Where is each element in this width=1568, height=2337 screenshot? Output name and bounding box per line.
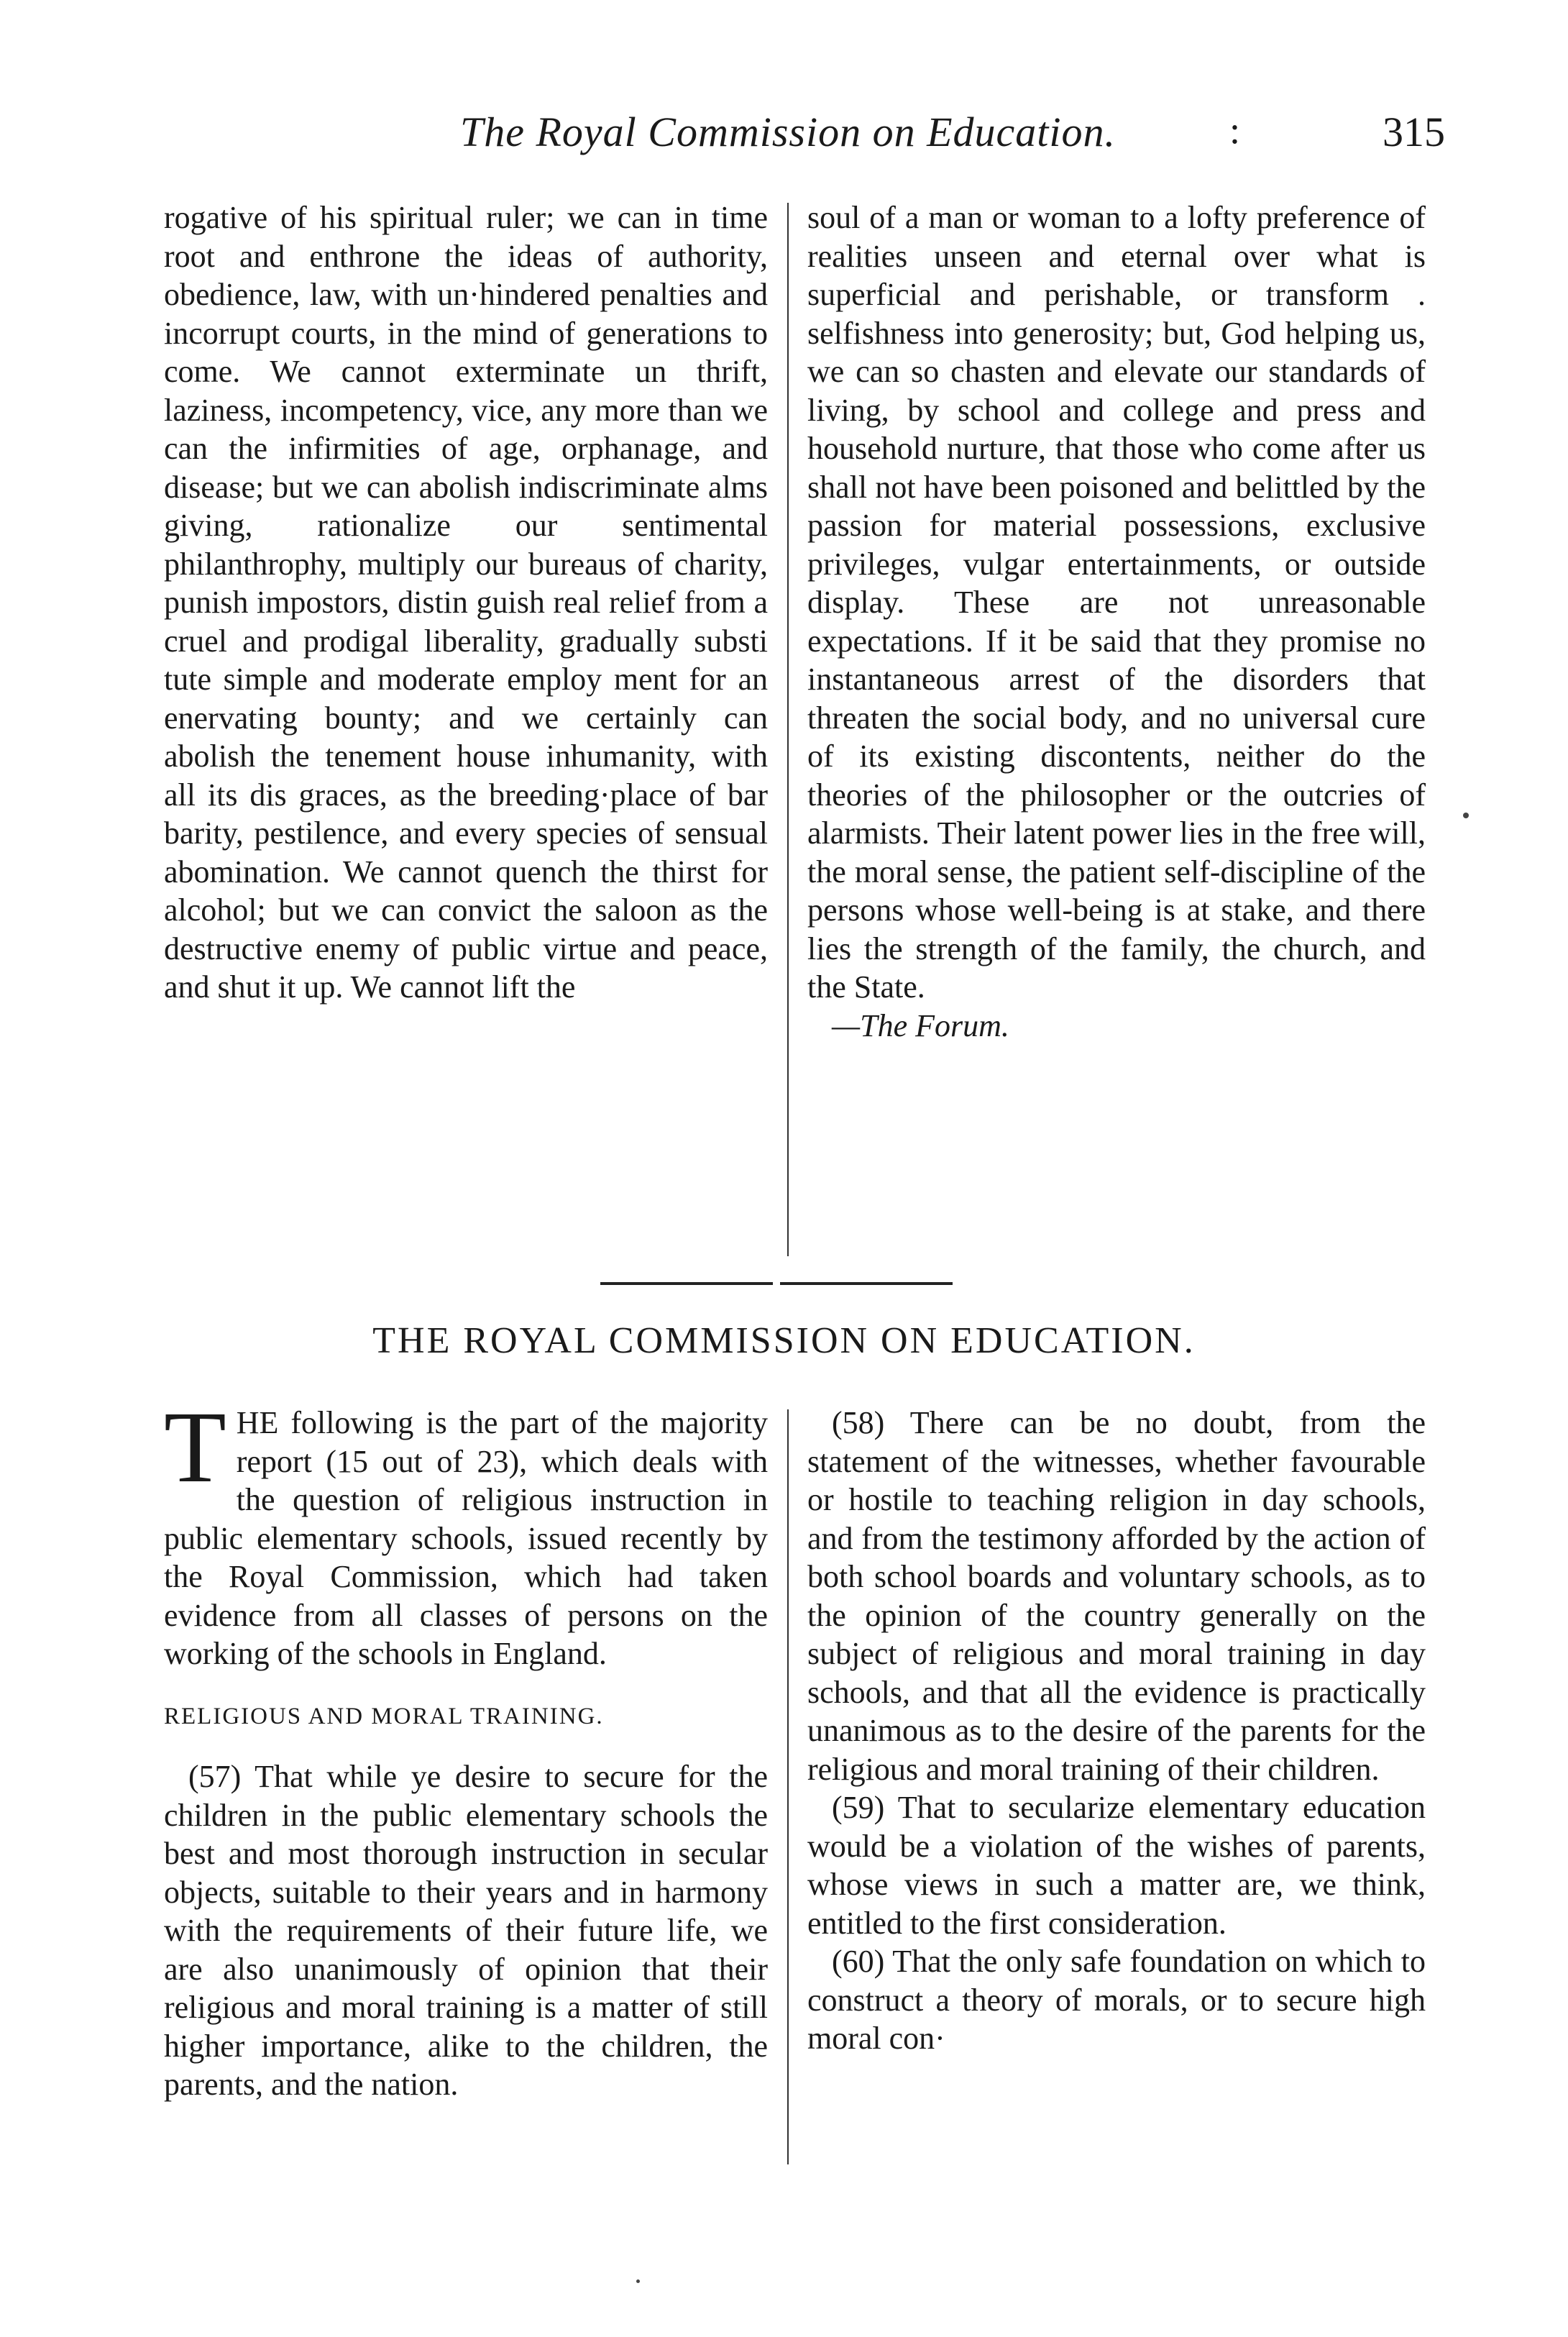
section-divider-left [600, 1282, 773, 1285]
stray-ink-mark [636, 2279, 640, 2283]
paragraph-60: (60) That the only safe foundation on which to construct a theory of morals, or to secure high moral con· [807, 1944, 1426, 2056]
article-title: THE ROYAL COMMISSION ON EDUCATION. [372, 1320, 1196, 1361]
top-left-column [164, 198, 768, 1007]
page-number: 315 [1383, 109, 1445, 155]
running-header [158, 108, 1445, 173]
section-heading: RELIGIOUS AND MORAL TRAINING. [164, 1703, 604, 1729]
running-title: The Royal Commission on Education. [460, 109, 1117, 155]
section-divider-right [780, 1282, 953, 1285]
intro-paragraph [164, 1390, 768, 1673]
top-right-column [807, 198, 1426, 1045]
stray-ink-mark [1463, 813, 1469, 818]
bottom-left-column [164, 1390, 768, 2104]
column-divider-top [787, 203, 789, 1256]
column-divider-bottom [787, 1409, 789, 2164]
paragraph-59: (59) That to secularize elementary education would be a violation of the wishes of parents, whose views in such a matter are, we think, entitled to the first consideration. [807, 1790, 1426, 1941]
continued-paragraph-right: soul of a man or woman to a lofty preference of realities unseen and eternal over what is superficial and perishable, or transform . selfishness into generosity; but, God helping us, we can so chasten and elevate our standards of living, by school and college and press and household nurture, that those who come after us shall not have been poisoned and belittled by the passion for material possessions, exclusive privileges, vulgar entertainments, or outside display. These are not unreasonable expectations. If it be said that they promise no instantaneous arrest of the disorders that threaten the social body, and no universal cure of its existing discontents, neither do the theories of the philosopher or the outcries of alarmists. Their latent power lies in the free will, the moral sense, the patient self-discipline of the persons whose well-being is at stake, and there lies the strength of the family, the church, and the State. [807, 200, 1426, 1005]
bottom-right-column [807, 1404, 1426, 2058]
paragraph-57: (57) That while ye desire to secure for the children in the public elementary schools the best and most thorough instruction in secular objects, suitable to their years and in harmony with the requirements of their future life, we are also unanimously of opinion that their religious and moral training is a matter of still higher importance, alike to the children, the parents, and the nation. [164, 1759, 768, 2102]
header-separator: : [1229, 109, 1241, 152]
paragraph-58: (58) There can be no doubt, from the statement of the witnesses, whether favourable or hostile to teaching religion in day schools, and from the testimony afforded by the action of both school boards and voluntary schools, as to the opinion of the country generally on the subject of religious and moral training in day schools, and that all the evidence is practically unanimous as to the desire of the parents for the religious and moral training of their children. [807, 1405, 1426, 1787]
intro-text: HE following is the part of the majority report (15 out of 23), which deals with the question of religious instruction in public elementary schools, issued recently by the Royal Commission, which had taken evidence from all classes of persons on the working of the schools in England. [164, 1405, 768, 1671]
continued-paragraph-left: rogative of his spiritual ruler; we can in time root and enthrone the ideas of authority, obedience, law, with un·hindered penalties and incorrupt courts, in the mind of generations to come. We cannot exterminate un thrift, laziness, incompetency, vice, any more than we can the infirmities of age, orphanage, and disease; but we can abolish indiscriminate alms giving, rationalize our sentimental philanthrophy, multiply our bureaus of charity, punish impostors, distin guish real relief from a cruel and prodigal liberality, gradually substi tute simple and moderate employ ment for an enervating bounty; and we certainly can abolish the tenement house inhumanity, with all its dis graces, as the breeding·place of bar barity, pestilence, and every species of sensual abomination. We cannot quench the thirst for alcohol; but we can convict the saloon as the destructive enemy of public virtue and peace, and shut it up. We cannot lift the [164, 200, 768, 1005]
source-attribution: —The Forum. [832, 1007, 1009, 1043]
drop-cap: T [164, 1390, 226, 1504]
